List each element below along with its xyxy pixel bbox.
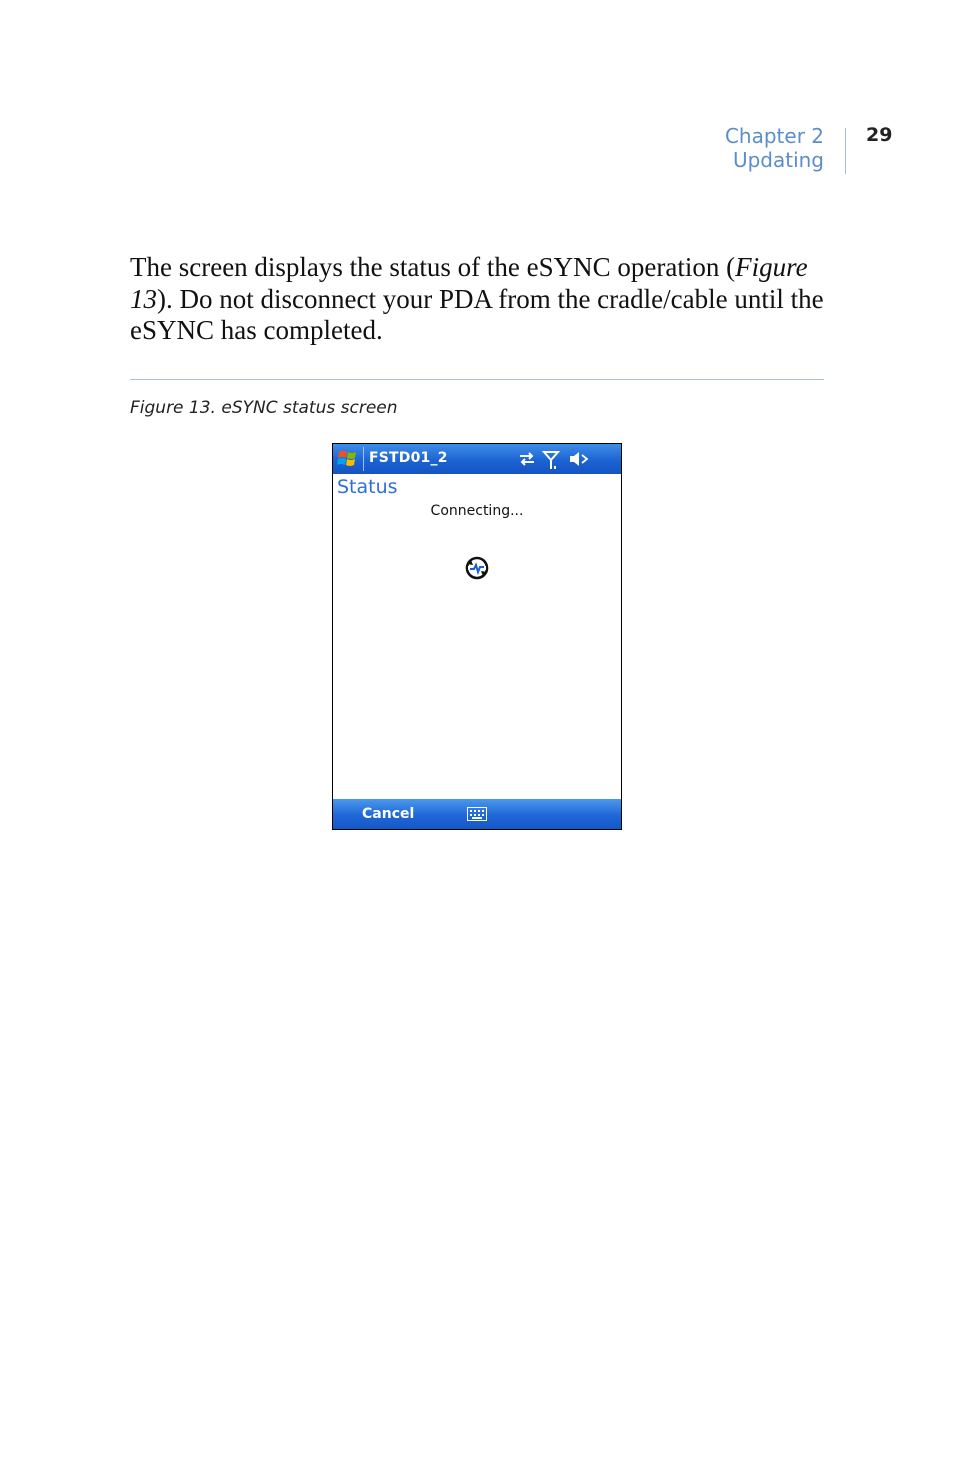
figure-caption: Figure 13. eSYNC status screen [130,398,398,418]
paragraph-text-start: The screen displays the status of the eSYNC operation ( [130,252,736,282]
pda-device-name: FSTD01_2 [369,450,448,466]
connectivity-arrows-icon[interactable] [517,449,537,469]
connection-status-text: Connecting... [430,503,524,519]
cancel-button[interactable]: Cancel [362,806,415,822]
pda-menubar [333,799,621,829]
section-divider [130,379,824,380]
chapter-label: Chapter 2 [724,124,824,148]
sync-icon [464,555,490,581]
title-separator [363,447,364,471]
header-divider [845,128,846,174]
body-paragraph [130,252,830,347]
pda-screen-heading: Status [337,476,398,498]
antenna-signal-icon[interactable] [542,449,560,471]
speaker-mute-icon[interactable] [568,449,590,469]
page-number: 29 [866,124,893,146]
running-header [700,124,824,172]
figure-reference: Figure 13 [130,252,808,314]
keyboard-icon[interactable] [467,807,487,821]
pda-titlebar [333,444,621,474]
paragraph-text-end: ). Do not disconnect your PDA from the cradle/cable until the eSYNC has completed. [130,283,824,345]
windows-start-icon[interactable] [336,448,360,470]
section-label: Updating [732,148,824,172]
pda-screenshot [332,443,622,830]
